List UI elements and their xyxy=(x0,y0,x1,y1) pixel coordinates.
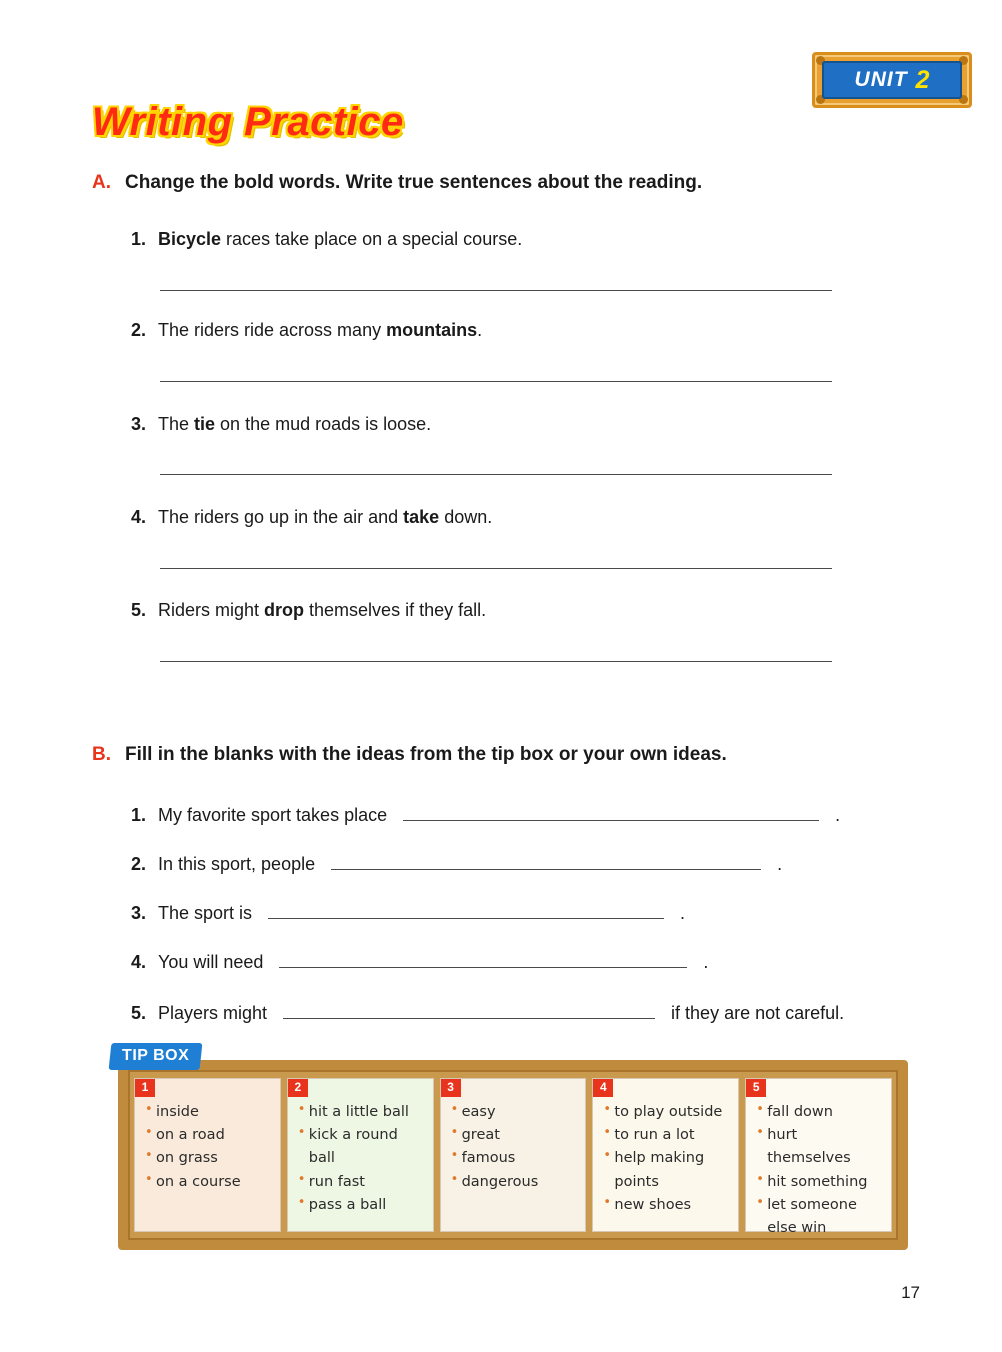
question-number: 2. xyxy=(130,320,146,340)
tip-item: • dangerous xyxy=(451,1171,580,1194)
unit-label: UNIT xyxy=(854,68,908,91)
tip-card-number: 2 xyxy=(288,1079,308,1097)
bold-word: drop xyxy=(264,600,305,620)
section-b-instruction: Fill in the blanks with the ideas from the tip box or your own ideas. xyxy=(125,744,727,765)
tip-item: • on grass xyxy=(145,1147,274,1170)
fill-blank-text-post: . xyxy=(835,805,841,825)
page-title: Writing Practice xyxy=(92,100,404,144)
question-number: 1. xyxy=(130,229,146,249)
question-text-post: down. xyxy=(439,507,493,527)
tip-item: • fall down xyxy=(756,1101,885,1124)
question-text xyxy=(158,600,486,621)
question-text-pre: Riders might xyxy=(158,600,265,620)
question-number: 5. xyxy=(130,1003,146,1023)
fill-blank-row xyxy=(128,1000,844,1024)
answer-line[interactable] xyxy=(160,474,832,475)
answer-line[interactable] xyxy=(160,290,832,291)
question-text-pre: The riders go up in the air and xyxy=(158,507,404,527)
tip-item: • great xyxy=(451,1124,580,1147)
fill-blank-input[interactable] xyxy=(283,1000,655,1019)
fill-blank-input[interactable] xyxy=(403,802,819,821)
tip-item: • hit something xyxy=(756,1171,885,1194)
bold-word: mountains xyxy=(386,320,478,340)
unit-badge xyxy=(812,52,972,108)
tip-card xyxy=(287,1078,434,1232)
tip-box-tab-label: TIP BOX xyxy=(122,1047,190,1064)
tip-item: • to run a lot xyxy=(603,1124,732,1147)
question-text-post: on the mud roads is loose. xyxy=(215,414,432,434)
answer-line[interactable] xyxy=(160,568,832,569)
tip-card-number: 4 xyxy=(593,1079,613,1097)
page-number: 17 xyxy=(901,1283,920,1302)
fill-blank-text-pre: You will need xyxy=(158,952,264,972)
tip-card-number: 3 xyxy=(441,1079,461,1097)
section-b-letter: B. xyxy=(92,744,111,765)
question-number: 4. xyxy=(130,952,146,972)
tip-box xyxy=(118,1060,908,1250)
fill-blank-input[interactable] xyxy=(268,900,664,919)
question-text xyxy=(158,414,431,435)
unit-number: 2 xyxy=(915,65,930,94)
question-text-post: . xyxy=(477,320,483,340)
tip-item: • kick a round ball xyxy=(298,1124,427,1170)
fill-blank-text-post: . xyxy=(777,854,783,874)
tip-item: • help making points xyxy=(603,1147,732,1193)
tip-item: • on a road xyxy=(145,1124,274,1147)
tip-item: • famous xyxy=(451,1147,580,1170)
fill-blank-input[interactable] xyxy=(279,949,687,968)
tip-item: • easy xyxy=(451,1101,580,1124)
section-a-letter: A. xyxy=(92,172,111,193)
fill-blank-row xyxy=(128,900,685,924)
unit-badge-inner xyxy=(822,61,962,99)
fill-blank-text-pre: In this sport, people xyxy=(158,854,316,874)
tip-item: • hurt themselves xyxy=(756,1124,885,1170)
section-b-heading xyxy=(92,744,727,766)
tip-card-number: 1 xyxy=(135,1079,155,1097)
tip-card xyxy=(592,1078,739,1232)
tip-item: • inside xyxy=(145,1101,274,1124)
question-number: 1. xyxy=(130,805,146,825)
fill-blank-text-post: if they are not careful. xyxy=(671,1003,845,1023)
question-text xyxy=(158,229,522,250)
tip-card-number: 5 xyxy=(746,1079,766,1097)
bold-word: Bicycle xyxy=(158,229,222,249)
tip-item: • run fast xyxy=(298,1171,427,1194)
fill-blank-text-pre: Players might xyxy=(158,1003,268,1023)
section-a-heading xyxy=(92,172,702,194)
tip-item: • pass a ball xyxy=(298,1194,427,1217)
tip-box-tab xyxy=(109,1043,203,1070)
bold-word: take xyxy=(403,507,440,527)
question-row xyxy=(128,600,486,621)
tip-card xyxy=(440,1078,587,1232)
question-text-post: races take place on a special course. xyxy=(221,229,523,249)
tip-card xyxy=(134,1078,281,1232)
question-text xyxy=(158,320,482,341)
question-number: 3. xyxy=(130,903,146,923)
fill-blank-row xyxy=(128,949,708,973)
bold-word: tie xyxy=(194,414,216,434)
question-text-pre: The riders ride across many xyxy=(158,320,387,340)
question-text-post: themselves if they fall. xyxy=(304,600,487,620)
answer-line[interactable] xyxy=(160,381,832,382)
question-text xyxy=(158,507,492,528)
question-number: 3. xyxy=(130,414,146,434)
question-row xyxy=(128,229,522,250)
tip-item: • hit a little ball xyxy=(298,1101,427,1124)
fill-blank-input[interactable] xyxy=(331,851,761,870)
fill-blank-text-post: . xyxy=(680,903,686,923)
fill-blank-row xyxy=(128,851,782,875)
tip-item: • to play outside xyxy=(603,1101,732,1124)
section-a-instruction: Change the bold words. Write true sentences about the reading. xyxy=(125,172,703,193)
fill-blank-text-post: . xyxy=(703,952,709,972)
question-number: 4. xyxy=(130,507,146,527)
tip-card xyxy=(745,1078,892,1236)
fill-blank-text-pre: My favorite sport takes place xyxy=(158,805,388,825)
tip-item: • let someone else win xyxy=(756,1194,885,1240)
question-text-pre: The xyxy=(158,414,195,434)
question-row xyxy=(128,414,431,435)
question-number: 5. xyxy=(130,600,146,620)
tip-item: • new shoes xyxy=(603,1194,732,1217)
tip-item: • on a course xyxy=(145,1171,274,1194)
question-row xyxy=(128,320,482,341)
fill-blank-row xyxy=(128,802,840,826)
question-row xyxy=(128,507,492,528)
question-number: 2. xyxy=(130,854,146,874)
answer-line[interactable] xyxy=(160,661,832,662)
fill-blank-text-pre: The sport is xyxy=(158,903,253,923)
